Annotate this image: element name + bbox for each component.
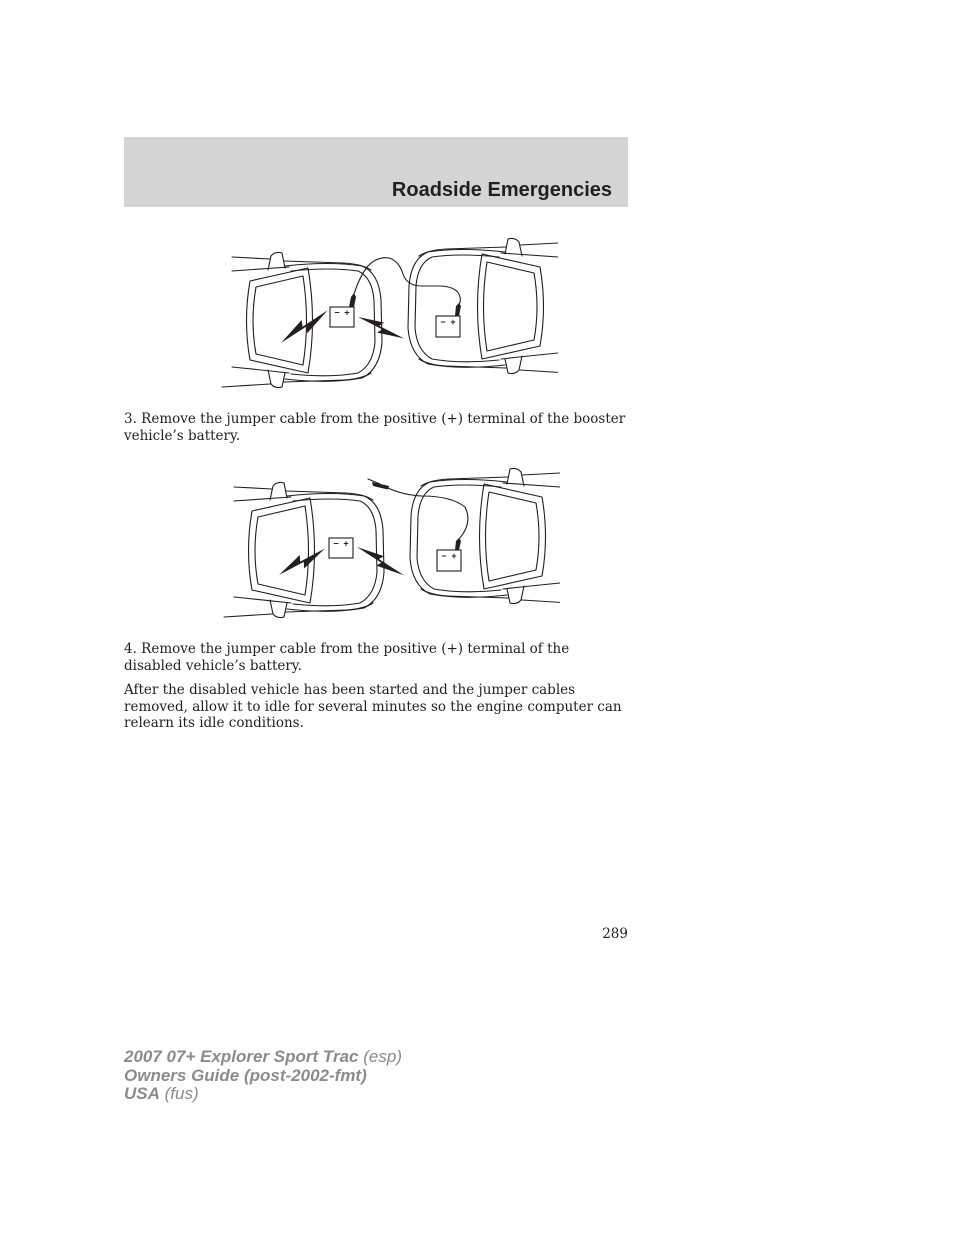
footer-market-code: (fus)	[164, 1084, 199, 1103]
footer-line-2	[124, 1067, 402, 1086]
cable-clamp-disabled	[455, 538, 461, 550]
footer-model-title: 2007 07+ Explorer Sport Trac	[124, 1047, 359, 1066]
jumper-cable	[354, 258, 460, 304]
step-4-text	[124, 641, 569, 675]
footer-market: USA	[124, 1084, 160, 1103]
battery-negative-label: −	[440, 317, 446, 327]
spark-bolt-left	[277, 305, 332, 349]
battery-positive-label: +	[451, 551, 457, 561]
footer-line-1	[124, 1048, 402, 1067]
idle-relearn-note	[124, 682, 622, 732]
booster-vehicle	[224, 482, 384, 617]
text-line: 4. Remove the jumper cable from the positive (+) terminal of the	[124, 641, 570, 657]
step-3-text	[124, 411, 625, 445]
section-header-band	[124, 137, 628, 207]
battery-positive-label: +	[344, 307, 350, 318]
disabled-vehicle	[410, 468, 560, 603]
page-number: 289	[602, 926, 628, 942]
text-line: relearn its idle conditions.	[124, 715, 304, 731]
spark-bolt-right	[354, 542, 407, 581]
battery-positive-label: +	[450, 317, 456, 327]
cable-clamp-booster	[349, 293, 356, 307]
text-line: 3. Remove the jumper cable from the positive (+) terminal of the booster	[124, 411, 626, 427]
disabled-battery	[437, 550, 461, 571]
spark-bolt-left	[276, 542, 329, 581]
footer-model-code: (esp)	[363, 1047, 402, 1066]
booster-vehicle	[222, 252, 382, 387]
battery-negative-label: −	[334, 307, 340, 318]
footer-line-3	[124, 1085, 402, 1104]
disabled-battery	[436, 316, 460, 337]
cable-clamp-loose	[372, 482, 389, 490]
jump-start-figure-booster-removed	[220, 463, 560, 629]
booster-battery	[330, 307, 354, 327]
cable-clamp-disabled	[455, 303, 461, 316]
text-line: vehicle’s battery.	[124, 428, 241, 444]
booster-battery	[329, 538, 353, 558]
disabled-vehicle	[408, 238, 558, 373]
footer-guide-title: Owners Guide (post-2002-fmt)	[124, 1065, 367, 1085]
text-line: disabled vehicle’s battery.	[124, 658, 302, 674]
battery-negative-label: −	[333, 538, 339, 549]
battery-positive-label: +	[343, 538, 349, 549]
section-title: Roadside Emergencies	[391, 179, 612, 201]
jump-start-figure-connected	[218, 233, 558, 399]
jumper-cable	[388, 488, 468, 539]
text-line: removed, allow it to idle for several minutes so the engine computer can	[124, 698, 622, 715]
document-footer	[124, 1048, 402, 1104]
battery-negative-label: −	[441, 551, 447, 561]
text-line: After the disabled vehicle has been started and the jumper cables	[124, 682, 576, 698]
